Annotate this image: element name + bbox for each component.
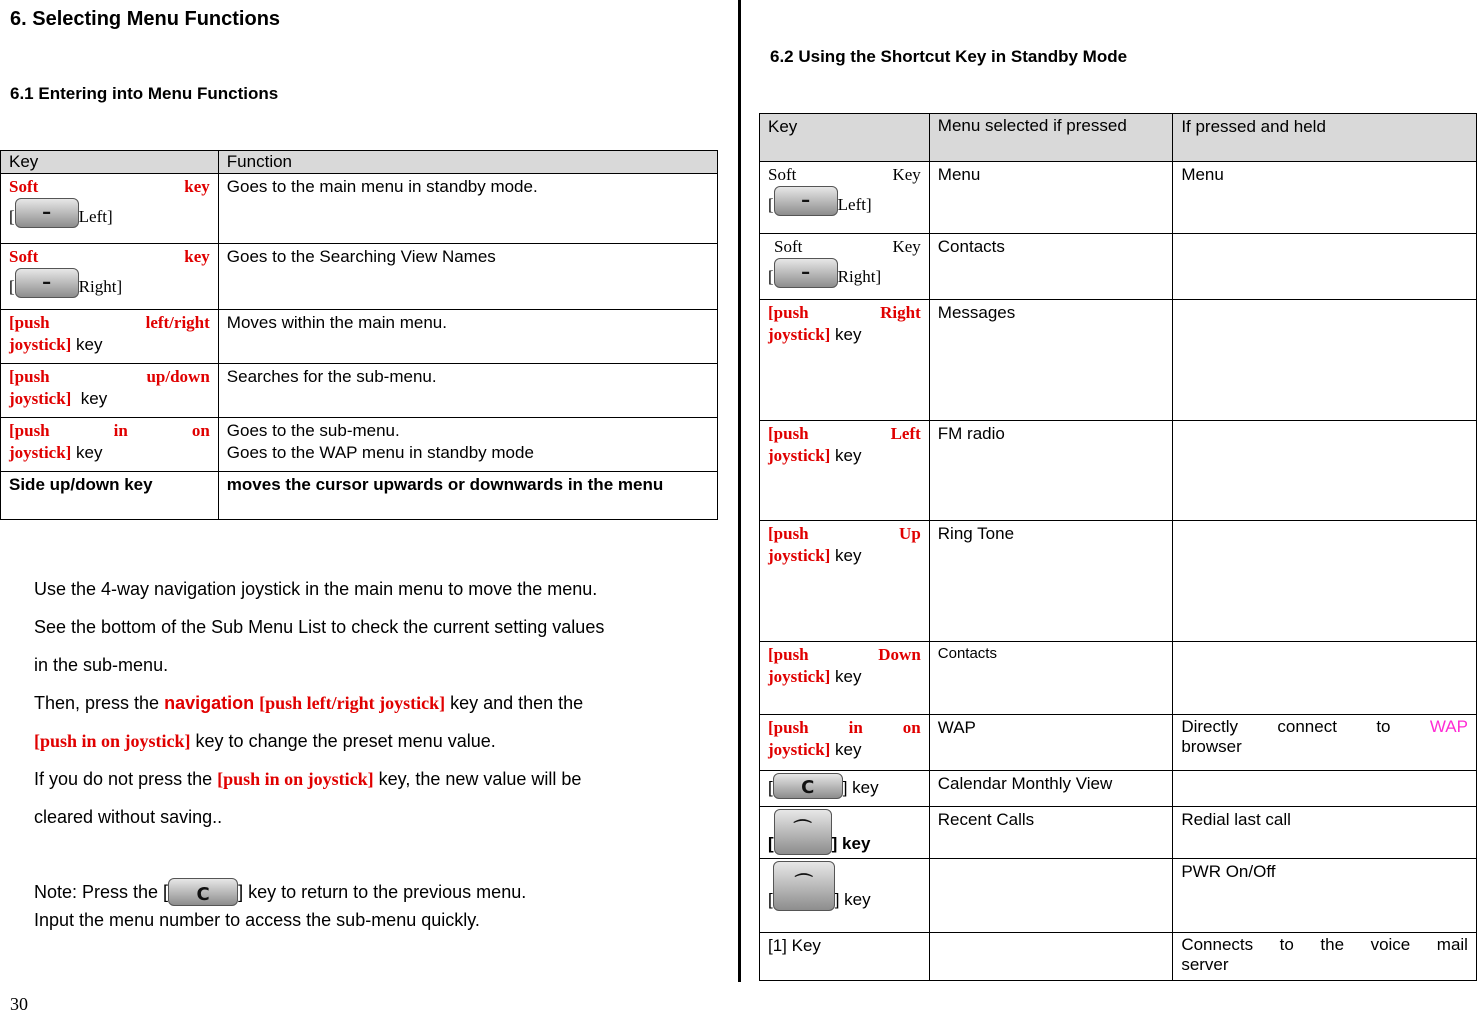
function-cell: moves the cursor upwards or downwards in the menu bbox=[218, 472, 717, 520]
key-cell: [push in on joystick] key bbox=[1, 418, 219, 472]
instructions-paragraph: Use the 4-way navigation joystick in the main menu to move the menu. See the bottom of the Sub Menu List to check the current setting values in the sub-menu. Then, press the navigation [push left/right joystick] key and then the [push in on joystick] key to change the preset menu value. If you do not press the [push in on joystick] key, the new value will be cleared without saving.. bbox=[34, 579, 605, 827]
held-cell bbox=[1173, 300, 1477, 421]
function-cell: Goes to the sub-menu. Goes to the WAP menu in standby mode bbox=[218, 418, 717, 472]
menu-cell: Contacts bbox=[929, 642, 1173, 715]
table-row bbox=[760, 521, 1477, 642]
col-header-key: Key bbox=[1, 151, 219, 174]
held-cell: Redial last call bbox=[1173, 807, 1477, 859]
table-row bbox=[760, 807, 1477, 859]
menu-functions-table bbox=[0, 150, 718, 520]
held-cell: PWR On/Off bbox=[1173, 859, 1477, 933]
held-cell bbox=[1173, 421, 1477, 521]
clear-key-icon: C bbox=[773, 773, 843, 799]
col-header-menu: Menu selected if pressed bbox=[929, 114, 1173, 162]
col-header-function: Function bbox=[218, 151, 717, 174]
menu-cell: Menu bbox=[929, 162, 1173, 234]
soft-left-key-icon: – bbox=[774, 186, 838, 216]
menu-cell bbox=[929, 933, 1173, 981]
table-row bbox=[1, 174, 718, 244]
subsection-title-6-2: 6.2 Using the Shortcut Key in Standby Mode bbox=[770, 47, 1128, 66]
key-cell: [push left/right joystick] key bbox=[1, 310, 219, 364]
table-row bbox=[760, 933, 1477, 981]
column-divider bbox=[738, 0, 741, 982]
table-row bbox=[760, 859, 1477, 933]
table-row bbox=[760, 300, 1477, 421]
subsection-title-6-1: 6.1 Entering into Menu Functions bbox=[10, 84, 279, 103]
note-paragraph: Note: Press the [ C ] key to return to the previous menu. Input the menu number to access the sub-menu quickly. bbox=[34, 878, 710, 934]
held-cell bbox=[1173, 521, 1477, 642]
table-row bbox=[760, 642, 1477, 715]
held-cell: Connects to the voice mail server bbox=[1173, 933, 1477, 981]
table-row bbox=[760, 715, 1477, 771]
key-cell: Soft key [ – Left] bbox=[1, 174, 219, 244]
held-cell bbox=[1173, 234, 1477, 300]
key-cell: [push Up joystick] key bbox=[760, 521, 930, 642]
key-cell: [push Down joystick] key bbox=[760, 642, 930, 715]
held-cell: Directly connect to WAP browser bbox=[1173, 715, 1477, 771]
page-number: 30 bbox=[10, 994, 28, 1014]
section-title: 6. Selecting Menu Functions bbox=[10, 8, 281, 30]
menu-cell: FM radio bbox=[929, 421, 1173, 521]
menu-cell: Contacts bbox=[929, 234, 1173, 300]
soft-left-key-icon: – bbox=[15, 198, 79, 228]
function-cell: Goes to the main menu in standby mode. bbox=[218, 174, 717, 244]
table-row bbox=[1, 364, 718, 418]
table-row bbox=[760, 234, 1477, 300]
table-row bbox=[1, 244, 718, 310]
held-cell bbox=[1173, 771, 1477, 807]
end-key-icon: ⌒ bbox=[773, 861, 835, 911]
key-cell: [push up/down joystick] key bbox=[1, 364, 219, 418]
function-cell: Searches for the sub-menu. bbox=[218, 364, 717, 418]
key-cell: Side up/down key bbox=[1, 472, 219, 520]
key-cell: [push in on joystick] key bbox=[760, 715, 930, 771]
key-cell: [ ⌒ ] key bbox=[760, 859, 930, 933]
key-cell: [push Right joystick] key bbox=[760, 300, 930, 421]
table-row bbox=[1, 472, 718, 520]
shortcut-keys-table bbox=[759, 113, 1477, 981]
table-row bbox=[760, 771, 1477, 807]
held-cell bbox=[1173, 642, 1477, 715]
menu-cell bbox=[929, 859, 1173, 933]
key-cell: [ ⌒ ] key bbox=[760, 807, 930, 859]
col-header-held: If pressed and held bbox=[1173, 114, 1477, 162]
key-cell: [1] Key bbox=[760, 933, 930, 981]
menu-cell: Recent Calls bbox=[929, 807, 1173, 859]
function-cell: Moves within the main menu. bbox=[218, 310, 717, 364]
function-cell: Goes to the Searching View Names bbox=[218, 244, 717, 310]
key-cell: Soft key [ – Right] bbox=[1, 244, 219, 310]
key-cell: Soft Key [ – Right] bbox=[760, 234, 930, 300]
table-row bbox=[1, 310, 718, 364]
table-row bbox=[1, 418, 718, 472]
key-cell: [push Left joystick] key bbox=[760, 421, 930, 521]
col-header-key: Key bbox=[760, 114, 930, 162]
menu-cell: Ring Tone bbox=[929, 521, 1173, 642]
soft-right-key-icon: – bbox=[774, 258, 838, 288]
send-key-icon: ⌒ bbox=[774, 809, 832, 855]
held-cell: Menu bbox=[1173, 162, 1477, 234]
menu-cell: WAP bbox=[929, 715, 1173, 771]
key-cell: [ C ] key bbox=[760, 771, 930, 807]
menu-cell: Calendar Monthly View bbox=[929, 771, 1173, 807]
menu-cell: Messages bbox=[929, 300, 1173, 421]
clear-key-icon: C bbox=[168, 878, 238, 906]
table-row bbox=[760, 162, 1477, 234]
table-row bbox=[760, 421, 1477, 521]
key-cell: Soft Key [ – Left] bbox=[760, 162, 930, 234]
soft-right-key-icon: – bbox=[15, 268, 79, 298]
